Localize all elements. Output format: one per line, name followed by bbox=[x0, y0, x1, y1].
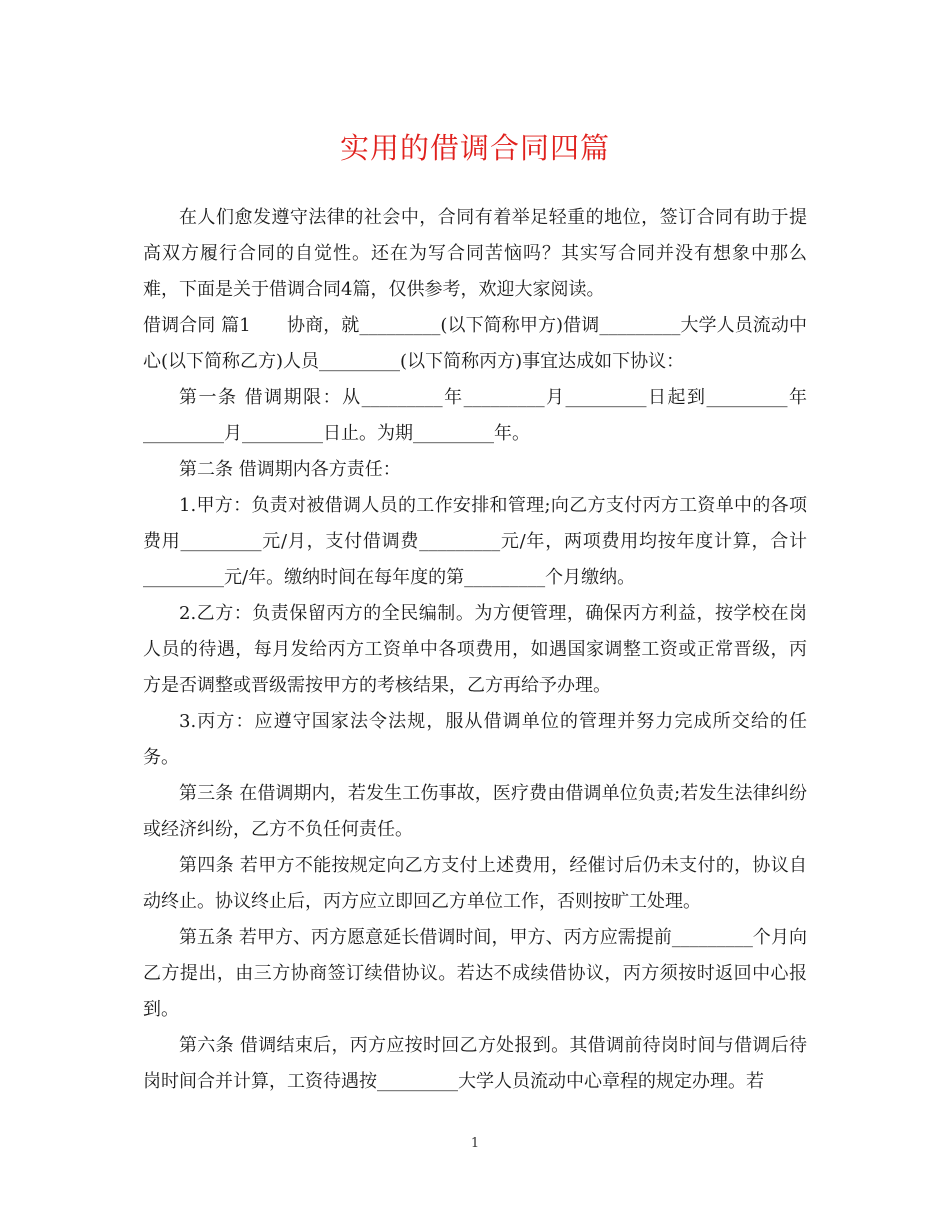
party-b-duty-paragraph: 2.乙方：负责保留丙方的全民编制。为方便管理，确保丙方利益，按学校在岗人员的待遇，每月发给丙方工资单中各项费用，如遇国家调整工资或正常晋级，丙方是否调整或晋级需按甲方的考核结果，乙方再给予办理。 bbox=[143, 603, 807, 696]
intro-paragraph: 在人们愈发遵守法律的社会中，合同有着举足轻重的地位，签订合同有助于提高双方履行合同的自觉性。还在为写合同苦恼吗？其实写合同并没有想象中那么难，下面是关于借调合同4篇，仅供参考，欢迎大家阅读。 bbox=[143, 207, 807, 300]
document-body bbox=[143, 200, 807, 1100]
contract-opening-paragraph: 借调合同 篇1 协商，就_________(以下简称甲方)借调_________大学人员流动中心(以下简称乙方)人员_________(以下简称丙方)事宜达成如下协议： bbox=[143, 315, 807, 372]
article-3-paragraph: 第三条 在借调期内，若发生工伤事故，医疗费由借调单位负责;若发生法律纠纷或经济纠纷，乙方不负任何责任。 bbox=[143, 783, 807, 840]
article-1-paragraph: 第一条 借调期限：从_________年_________月_________日起到_________年_________月_________日止。为期_________年。 bbox=[143, 387, 807, 444]
article-5-paragraph: 第五条 若甲方、丙方愿意延长借调时间，甲方、丙方应需提前_________个月向乙方提出，由三方协商签订续借协议。若达不成续借协议，丙方须按时返回中心报到。 bbox=[143, 927, 807, 1020]
article-4-paragraph: 第四条 若甲方不能按规定向乙方支付上述费用，经催讨后仍未支付的，协议自动终止。协议终止后，丙方应立即回乙方单位工作，否则按旷工处理。 bbox=[143, 855, 807, 912]
page-number: 1 bbox=[470, 1136, 480, 1151]
article-2-heading: 第二条 借调期内各方责任： bbox=[179, 459, 401, 480]
party-c-duty-paragraph: 3.丙方：应遵守国家法令法规，服从借调单位的管理并努力完成所交给的任务。 bbox=[143, 711, 807, 768]
article-6-paragraph: 第六条 借调结束后，丙方应按时回乙方处报到。其借调前待岗时间与借调后待岗时间合并计算，工资待遇按_________大学人员流动中心章程的规定办理。若 bbox=[143, 1035, 807, 1092]
party-a-duty-paragraph: 1.甲方：负责对被借调人员的工作安排和管理;向乙方支付丙方工资单中的各项费用_________元/月，支付借调费_________元/年，两项费用均按年度计算，合计_________元/年。缴纳时间在每年度的第_________个月缴纳。 bbox=[143, 495, 807, 588]
document-title: 实用的借调合同四篇 bbox=[339, 131, 610, 165]
